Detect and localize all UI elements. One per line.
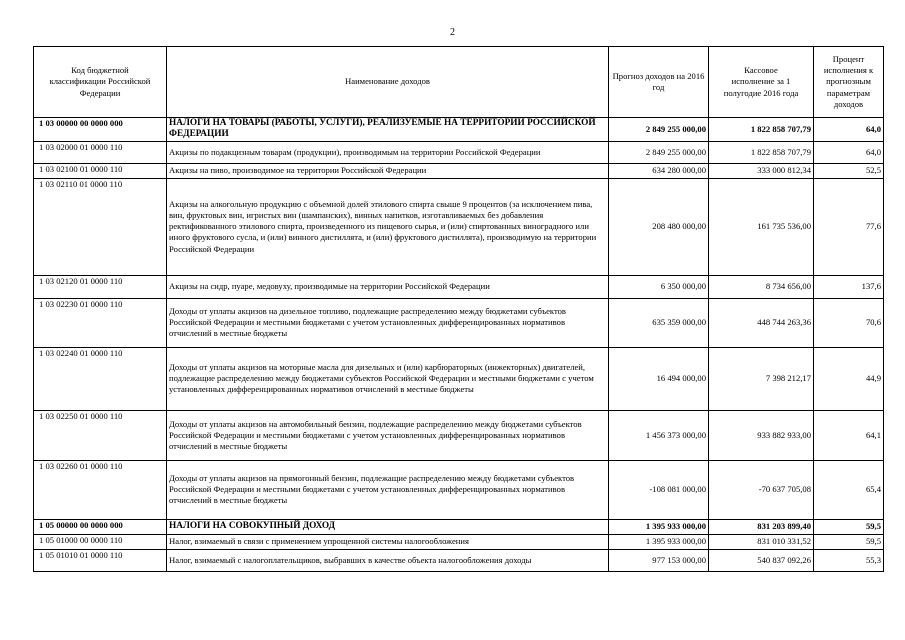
table-row xyxy=(34,410,884,460)
row-forecast: 1 456 373 000,00 xyxy=(609,410,709,460)
row-percent: 77,6 xyxy=(814,178,884,275)
row-name: Налог, взимаемый с налогоплательщиков, выбравших в качестве объекта налогообложения доходы xyxy=(167,549,609,571)
row-code: 1 03 02100 01 0000 110 xyxy=(34,163,167,178)
table-row xyxy=(34,163,884,178)
row-forecast: 2 849 255 000,00 xyxy=(609,141,709,163)
header-name: Наименование доходов xyxy=(167,47,609,118)
row-name: Акцизы по подакцизным товарам (продукции), производимым на территории Российской Федерации xyxy=(167,141,609,163)
row-execution: 161 735 536,00 xyxy=(709,178,814,275)
row-execution: 1 822 858 707,79 xyxy=(709,118,814,142)
page-number: 2 xyxy=(450,27,455,38)
row-forecast: 977 153 000,00 xyxy=(609,549,709,571)
row-name: Доходы от уплаты акцизов на прямогонный бензин, подлежащие распределению между бюджетами субъектов Российской Федерации и местными бюджетами с учетом установленных дифференцированных нормативов отчислений в местные бюджеты xyxy=(167,460,609,519)
row-execution: 8 734 656,00 xyxy=(709,275,814,298)
table-row xyxy=(34,178,884,275)
row-percent: 44,9 xyxy=(814,347,884,410)
row-name: Доходы от уплаты акцизов на моторные масла для дизельных и (или) карбюраторных (инжекторных) двигателей, подлежащие распределению между бюджетами субъектов Российской Федерации и местными бюджетами с учетом установленных дифференцированных нормативов отчислений в местные бюджеты xyxy=(167,347,609,410)
table-row xyxy=(34,549,884,571)
header-code: Код бюджетной классификации Российской Федерации xyxy=(34,47,167,118)
row-execution: 933 882 933,00 xyxy=(709,410,814,460)
header-execution: Кассовое исполнение за 1 полугодие 2016 года xyxy=(709,47,814,118)
row-code: 1 03 02000 01 0000 110 xyxy=(34,141,167,163)
table-row xyxy=(34,298,884,347)
table-row xyxy=(34,141,884,163)
row-percent: 65,4 xyxy=(814,460,884,519)
row-forecast: -108 081 000,00 xyxy=(609,460,709,519)
row-forecast: 2 849 255 000,00 xyxy=(609,118,709,142)
row-code: 1 03 02120 01 0000 110 xyxy=(34,275,167,298)
row-forecast: 208 480 000,00 xyxy=(609,178,709,275)
row-forecast: 1 395 933 000,00 xyxy=(609,519,709,534)
row-percent: 137,6 xyxy=(814,275,884,298)
row-execution: 333 000 812,34 xyxy=(709,163,814,178)
row-forecast: 635 359 000,00 xyxy=(609,298,709,347)
row-forecast: 16 494 000,00 xyxy=(609,347,709,410)
row-name: Налог, взимаемый в связи с применением упрощенной системы налогообложения xyxy=(167,534,609,549)
row-execution: -70 637 705,08 xyxy=(709,460,814,519)
row-percent: 64,0 xyxy=(814,141,884,163)
table-row xyxy=(34,347,884,410)
table-row xyxy=(34,275,884,298)
row-code: 1 03 02240 01 0000 110 xyxy=(34,347,167,410)
table-row xyxy=(34,534,884,549)
row-code: 1 03 00000 00 0000 000 xyxy=(34,118,167,142)
row-execution: 540 837 092,26 xyxy=(709,549,814,571)
header-forecast: Прогноз доходов на 2016 год xyxy=(609,47,709,118)
row-name: Акцизы на сидр, пуаре, медовуху, производимые на территории Российской Федерации xyxy=(167,275,609,298)
row-percent: 70,6 xyxy=(814,298,884,347)
table-row xyxy=(34,519,884,534)
row-code: 1 03 02110 01 0000 110 xyxy=(34,178,167,275)
row-execution: 831 010 331,52 xyxy=(709,534,814,549)
row-name: Акцизы на пиво, производимое на территории Российской Федерации xyxy=(167,163,609,178)
table-header-row xyxy=(34,47,884,118)
row-code: 1 03 02260 01 0000 110 xyxy=(34,460,167,519)
row-percent: 52,5 xyxy=(814,163,884,178)
row-code: 1 03 02250 01 0000 110 xyxy=(34,410,167,460)
row-forecast: 634 280 000,00 xyxy=(609,163,709,178)
row-percent: 59,5 xyxy=(814,519,884,534)
row-percent: 55,3 xyxy=(814,549,884,571)
row-execution: 448 744 263,36 xyxy=(709,298,814,347)
row-forecast: 1 395 933 000,00 xyxy=(609,534,709,549)
row-name: Доходы от уплаты акцизов на дизельное топливо, подлежащие распределению между бюджетами субъектов Российской Федерации и местными бюджетами с учетом установленных дифференцированных нормативов отчислений в местные бюджеты xyxy=(167,298,609,347)
row-code: 1 05 00000 00 0000 000 xyxy=(34,519,167,534)
row-code: 1 05 01010 01 0000 110 xyxy=(34,549,167,571)
row-code: 1 03 02230 01 0000 110 xyxy=(34,298,167,347)
row-name: Доходы от уплаты акцизов на автомобильный бензин, подлежащие распределению между бюджетами субъектов Российской Федерации и местными бюджетами с учетом установленных дифференцированных нормативов отчислений в местные бюджеты xyxy=(167,410,609,460)
row-percent: 59,5 xyxy=(814,534,884,549)
table-row xyxy=(34,118,884,142)
row-percent: 64,0 xyxy=(814,118,884,142)
income-table xyxy=(33,46,884,572)
header-percent: Процент исполнения к прогнозным параметрам доходов xyxy=(814,47,884,118)
table-row xyxy=(34,460,884,519)
row-name: НАЛОГИ НА ТОВАРЫ (РАБОТЫ, УСЛУГИ), РЕАЛИЗУЕМЫЕ НА ТЕРРИТОРИИ РОССИЙСКОЙ ФЕДЕРАЦИИ xyxy=(167,118,609,142)
row-execution: 831 203 899,40 xyxy=(709,519,814,534)
row-percent: 64,1 xyxy=(814,410,884,460)
row-code: 1 05 01000 00 0000 110 xyxy=(34,534,167,549)
row-name: НАЛОГИ НА СОВОКУПНЫЙ ДОХОД xyxy=(167,519,609,534)
row-forecast: 6 350 000,00 xyxy=(609,275,709,298)
row-name: Акцизы на алкогольную продукцию с объемной долей этилового спирта свыше 9 процентов (за исключением пива, вин, фруктовых вин, игристых вин (шампанских), винных напитков, изготавливаемых без добавления ректификованного этилового спирта, произведенного из пищевого сырья, и (или) спиртованных виноградного или иного фруктового сусла, и (или) винного дистиллята, и (или) фруктового дистиллята), производимую на территории Российской Федерации xyxy=(167,178,609,275)
row-execution: 7 398 212,17 xyxy=(709,347,814,410)
row-execution: 1 822 858 707,79 xyxy=(709,141,814,163)
